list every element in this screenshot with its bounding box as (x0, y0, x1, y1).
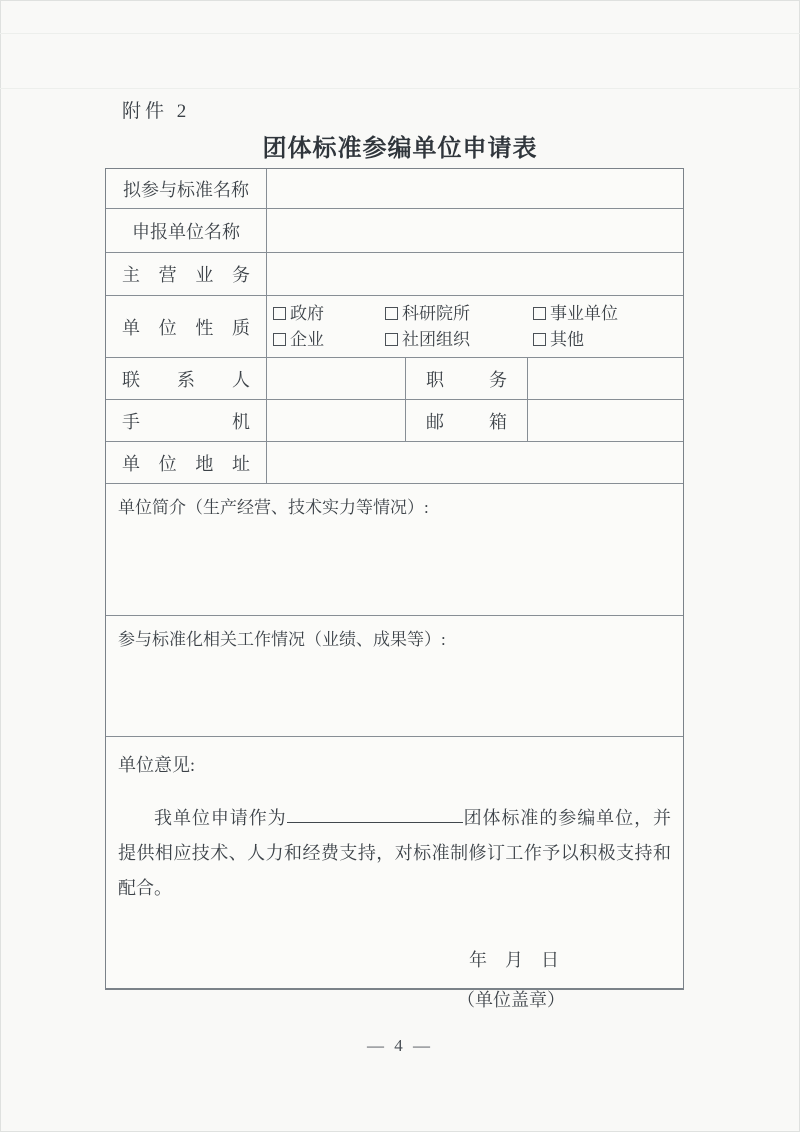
checkbox-option-public-institution (533, 301, 618, 327)
checkbox-icon (533, 307, 546, 320)
statement-suffix: 团体标准的参编单位，并提供相应技术、人力和经费支持，对标准制修订工作予以积极支持和配合。 (118, 808, 672, 898)
checkbox-icon (385, 307, 398, 320)
checkbox-option-label: 政府 (290, 303, 324, 323)
page-number: — 4 — (367, 1036, 433, 1055)
row-unit-name (106, 209, 683, 253)
unit-nature-options (267, 296, 683, 357)
field-label-text: 职务 (426, 369, 507, 390)
statement-prefix: 我单位申请作为 (154, 808, 287, 828)
fill-in-blank-line (287, 805, 463, 823)
checkbox-option-social-organization (385, 327, 533, 353)
field-value-position (528, 358, 683, 399)
row-standard-name (106, 169, 683, 209)
nature-options-line-1 (273, 301, 683, 327)
checkbox-option-research-institute (385, 301, 533, 327)
field-label-text: 联系人 (122, 369, 250, 390)
checkbox-option-label: 企业 (290, 329, 324, 349)
field-label-text: 申报单位名称 (132, 221, 240, 242)
unit-intro-label: 单位简介（生产经营、技术实力等情况）: (118, 498, 429, 517)
row-contact (106, 358, 683, 400)
field-value-contact (267, 358, 406, 399)
field-label-unit-nature (106, 296, 267, 357)
checkbox-option-enterprise (273, 327, 385, 353)
standardization-work-label: 参与标准化相关工作情况（业绩、成果等）: (118, 630, 446, 649)
application-form-table (105, 168, 684, 1010)
row-mobile (106, 400, 683, 442)
row-unit-intro (106, 484, 683, 616)
checkbox-icon (385, 333, 398, 346)
row-unit-nature (106, 296, 683, 358)
field-label-text: 拟参与标准名称 (123, 179, 249, 200)
page-title: 团体标准参编单位申请表 (262, 135, 538, 162)
unit-intro-cell (106, 484, 683, 615)
scan-artifact-line (0, 33, 800, 34)
field-label-text: 主营业务 (122, 265, 250, 285)
checkbox-option-other (533, 327, 584, 353)
field-label-standard-name (106, 169, 267, 208)
field-value-main-business (267, 253, 683, 295)
checkbox-option-label: 事业单位 (550, 303, 618, 323)
field-value-email (528, 400, 683, 441)
field-value-mobile (267, 400, 406, 441)
field-label-contact (106, 358, 267, 399)
checkbox-option-label: 其他 (550, 329, 584, 349)
field-label-unit-name (106, 209, 267, 252)
field-label-main-business (106, 253, 267, 295)
field-label-text: 单位性质 (122, 317, 250, 338)
checkbox-option-government (273, 301, 385, 327)
unit-opinion-statement (118, 801, 671, 906)
unit-opinion-cell (106, 737, 683, 1010)
field-label-mobile (106, 400, 267, 441)
field-label-text: 单位地址 (122, 453, 250, 474)
seal-line: （单位盖章） (457, 990, 565, 1010)
field-value-address (267, 442, 683, 483)
row-address (106, 442, 683, 484)
field-label-text: 手机 (122, 411, 250, 432)
checkbox-icon (273, 333, 286, 346)
unit-opinion-label: 单位意见: (118, 755, 196, 775)
checkbox-icon (273, 307, 286, 320)
checkbox-option-label: 科研院所 (402, 303, 470, 323)
field-label-position (406, 358, 528, 399)
field-value-standard-name (267, 169, 683, 208)
row-main-business (106, 253, 683, 296)
standardization-work-cell (106, 616, 683, 736)
field-label-email (406, 400, 528, 441)
field-value-unit-name (267, 209, 683, 252)
nature-options-line-2 (273, 327, 683, 353)
row-standardization-work (106, 616, 683, 737)
attachment-label: 附件 2 (122, 101, 191, 122)
scan-artifact-line (0, 88, 800, 89)
field-label-text: 邮箱 (426, 411, 507, 432)
checkbox-icon (533, 333, 546, 346)
date-line: 年 月 日 (469, 950, 559, 970)
row-unit-opinion (106, 737, 683, 1010)
field-label-address (106, 442, 267, 483)
checkbox-option-label: 社团组织 (402, 329, 470, 349)
